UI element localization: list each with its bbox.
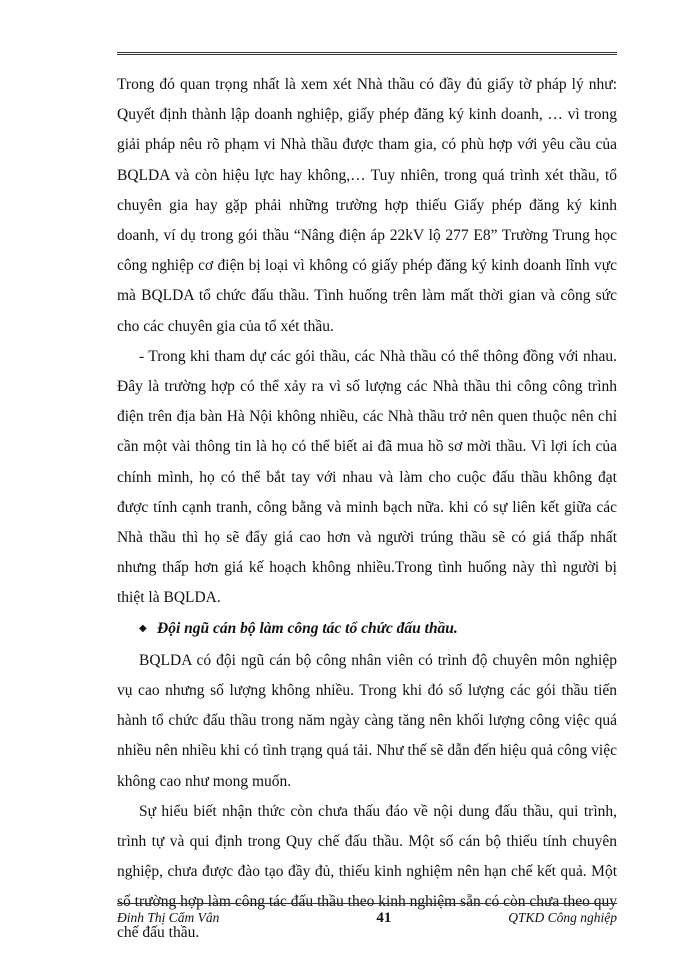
footer-department: QTKD Công nghiệp	[508, 910, 617, 925]
header-rule	[117, 52, 617, 58]
section-heading-row	[117, 614, 617, 646]
document-body	[117, 70, 617, 948]
paragraph-staff-capacity: BQLDA có đội ngũ cán bộ công nhân viên có trình độ chuyên môn nghiệp vụ cao nhưng số lượng không nhiều. Trong khi đó số lượng các gói thầu tiến hành tổ chức đấu thầu trong năm ngày càng tăng nên khối lượng công việc quá nhiều nên nhiều khi có tình trạng quá tải. Như thế sẽ dẫn đến hiệu quả công việc không cao như mong muốn.	[117, 651, 617, 790]
paragraph-contractor-collusion: - Trong khi tham dự các gói thầu, các Nhà thầu có thể thông đồng với nhau. Đây là trường hợp có thể xảy ra vì số lượng các Nhà thầu thi công công trình điện trên địa bàn Hà Nội không nhiều, các Nhà thầu trở nên quen thuộc nên chỉ cần một vài thông tin là họ có thể biết ai đã mua hồ sơ mời thầu. Vì lợi ích của chính mình, họ có thể bắt tay với nhau và làm cho cuộc đấu thầu không đạt được tính cạnh tranh, công bằng và minh bạch nữa. khi có sự liên kết giữa các Nhà thầu thì họ sẽ đẩy giá cao hơn và người trúng thầu sẽ có giá thấp nhất nhưng thấp hơn giá kế hoạch không nhiều.Trong tình huống này thì người bị thiệt là BQLDA.	[117, 347, 617, 607]
page-number: 41	[376, 910, 392, 926]
footer-rule	[117, 903, 617, 904]
section-heading: Đội ngũ cán bộ làm công tác tổ chức đấu thầu.	[157, 619, 458, 637]
diamond-bullet-icon: ◆	[139, 622, 147, 634]
paragraph-legal-documents: Trong đó quan trọng nhất là xem xét Nhà thầu có đầy đủ giấy tờ pháp lý như: Quyết định thành lập doanh nghiệp, giấy phép đăng ký kinh doanh, … vì trong giải pháp nêu rõ phạm vi Nhà thầu được tham gia, có phù hợp với yêu cầu của BQLDA và còn hiệu lực hay không,… Tuy nhiên, trong quá trình xét thầu, tổ chuyên gia hay gặp phải những trường hợp thiếu Giấy phép đăng ký kinh doanh, ví dụ trong gói thầu “Nâng điện áp 22kV lộ 277 E8” Trường Trung học công nghiệp cơ điện bị loại vì không có giấy phép đăng ký kinh doanh lĩnh vực mà BQLDA tổ chức đấu thầu. Tình huống trên làm mất thời gian và công sức cho các chuyên gia của tổ xét thầu.	[117, 76, 617, 335]
page-footer	[117, 910, 617, 927]
paragraph-staff-understanding: Sự hiểu biết nhận thức còn chưa thấu đáo về nội dung đấu thầu, qui trình, trình tự và qui định trong Quy chế đấu thầu. Một số cán bộ thiếu tính chuyên nghiệp, chưa được đào tạo đầy đủ, thiếu kinh nghiệm nên hạn chế kết quả. Một số trường hợp làm công tác đấu thầu theo kinh nghiệm sẵn có còn chưa theo quy chế đấu thầu.	[117, 802, 617, 941]
footer-author: Đinh Thị Cẩm Vân	[117, 910, 220, 925]
